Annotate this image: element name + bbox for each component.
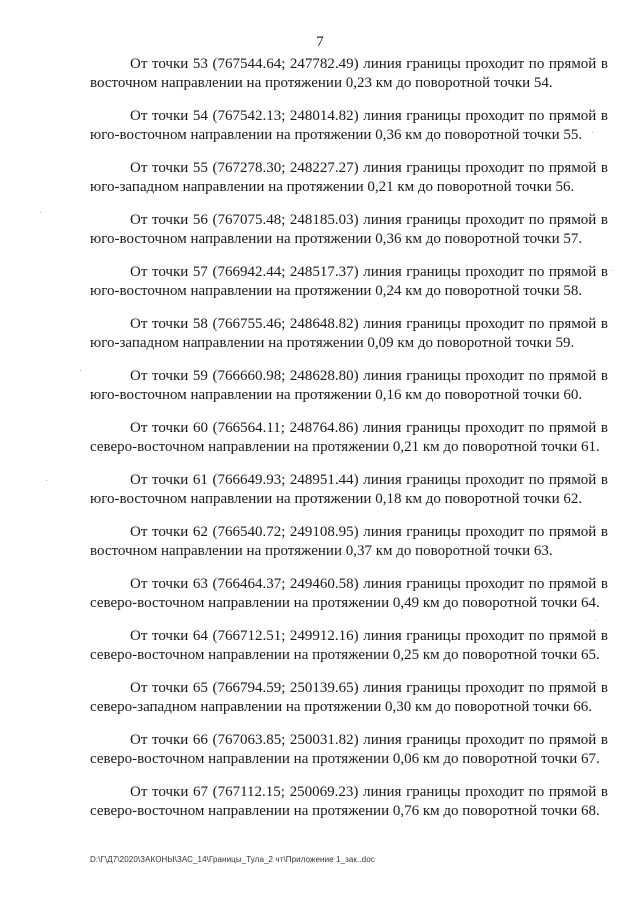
scan-speck	[592, 132, 593, 133]
boundary-paragraph: От точки 66 (767063.85; 250031.82) линия границы проходит по прямой в северо-восточном направлении на протяжении 0,06 км до поворотной точки 67.	[90, 732, 608, 767]
scan-speck	[40, 212, 41, 213]
boundary-paragraph: От точки 60 (766564.11; 248764.86) линия границы проходит по прямой в северо-восточном направлении на протяжении 0,21 км до поворотной точки 61.	[90, 420, 608, 455]
scan-speck	[612, 270, 613, 271]
boundary-paragraph: От точки 54 (767542.13; 248014.82) линия границы проходит по прямой в юго-восточном направлении на протяжении 0,36 км до поворотной точки 55.	[90, 108, 608, 143]
boundary-paragraph: От точки 57 (766942.44; 248517.37) линия границы проходит по прямой в юго-восточном направлении на протяжении 0,24 км до поворотной точки 58.	[90, 264, 608, 299]
page-number: 7	[316, 34, 324, 50]
boundary-paragraph: От точки 53 (767544.64; 247782.49) линия границы проходит по прямой в восточном направлении на протяжении 0,23 км до поворотной точки 54.	[90, 56, 608, 91]
boundary-paragraph: От точки 65 (766794.59; 250139.65) линия границы проходит по прямой в северо-западном направлении на протяжении 0,30 км до поворотной точки 66.	[90, 680, 608, 715]
boundary-paragraph: От точки 64 (766712.51; 249912.16) линия границы проходит по прямой в северо-восточном направлении на протяжении 0,25 км до поворотной точки 65.	[90, 628, 608, 663]
boundary-paragraph: От точки 59 (766660.98; 248628.80) линия границы проходит по прямой в юго-восточном направлении на протяжении 0,16 км до поворотной точки 60.	[90, 368, 608, 403]
scan-speck	[596, 620, 597, 621]
boundary-paragraph: От точки 55 (767278.30; 248227.27) линия границы проходит по прямой в юго-западном направлении на протяжении 0,21 км до поворотной точки 56.	[90, 160, 608, 195]
boundary-paragraph: От точки 61 (766649.93; 248951.44) линия границы проходит по прямой в юго-восточном направлении на протяжении 0,18 км до поворотной точки 62.	[90, 472, 608, 507]
scan-speck	[80, 370, 81, 371]
boundary-paragraph: От точки 56 (767075.48; 248185.03) линия границы проходит по прямой в юго-восточном направлении на протяжении 0,36 км до поворотной точки 57.	[90, 212, 608, 247]
boundary-paragraph: От точки 62 (766540.72; 249108.95) линия границы проходит по прямой в восточном направлении на протяжении 0,37 км до поворотной точки 63.	[90, 524, 608, 559]
document-body	[90, 55, 608, 835]
boundary-paragraph: От точки 67 (767112.15; 250069.23) линия границы проходит по прямой в северо-восточном направлении на протяжении 0,76 км до поворотной точки 68.	[90, 784, 608, 819]
file-path-footer: D:\Г\Д7\2020\ЗАКОНЫ\ЗАС_14\Границы_Тула_2 чт\Приложение 1_зак..doc	[90, 855, 375, 864]
boundary-paragraph: От точки 58 (766755.46; 248648.82) линия границы проходит по прямой в юго-западном направлении на протяжении 0,09 км до поворотной точки 59.	[90, 316, 608, 351]
boundary-paragraph: От точки 63 (766464.37; 249460.58) линия границы проходит по прямой в северо-восточном направлении на протяжении 0,49 км до поворотной точки 64.	[90, 576, 608, 611]
scan-speck	[46, 480, 47, 481]
